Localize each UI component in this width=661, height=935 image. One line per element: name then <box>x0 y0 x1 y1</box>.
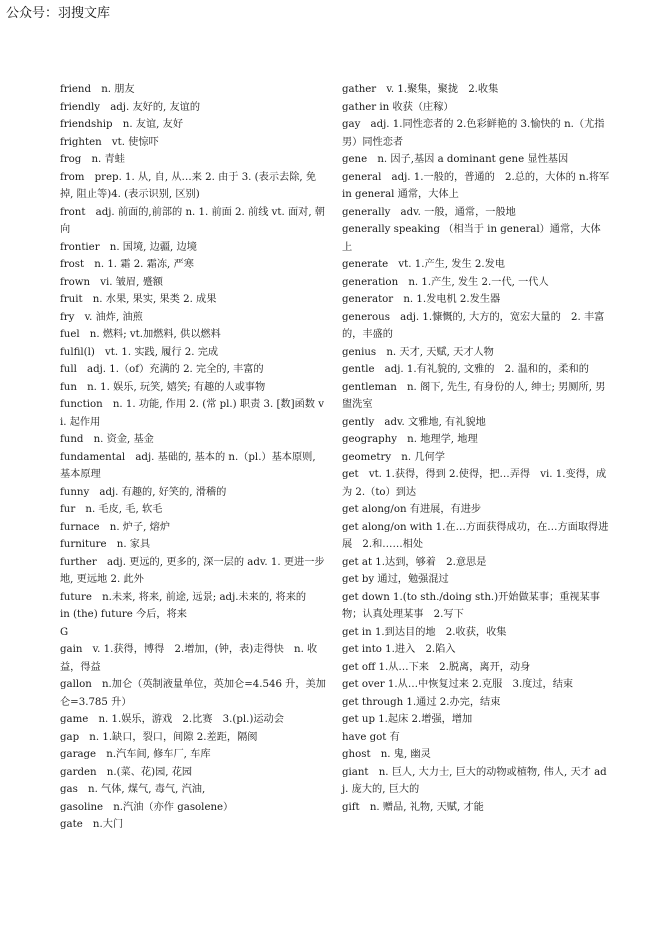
dictionary-entry: gently adv. 文雅地, 有礼貌地 <box>342 416 486 428</box>
dictionary-entry: front adj. 前面的,前部的 n. 1. 前面 2. 前线 vt. 面对, 朝向 <box>60 206 325 235</box>
dictionary-entry: garage n.汽车间, 修车厂, 车库 <box>60 749 211 760</box>
dictionary-entry: get up 1.起床 2.增强，增加 <box>342 714 473 725</box>
dictionary-entry: ghost n. 鬼, 幽灵 <box>342 749 431 760</box>
dictionary-entry: furniture n. 家具 <box>60 539 151 550</box>
dictionary-entry: get along/on 有进展，有进步 <box>342 504 482 515</box>
left-column <box>60 81 328 834</box>
dictionary-entry: fundamental adj. 基础的, 基本的 n.（pl.）基本原则, 基本原理 <box>60 451 316 480</box>
dictionary-entry: furnace n. 炉子, 熔炉 <box>60 521 171 533</box>
dictionary-entry: fur n. 毛皮, 毛, 软毛 <box>60 504 163 515</box>
dictionary-entry: full adj. 1.（of）充满的 2. 完全的, 丰富的 <box>60 364 264 375</box>
dictionary-entry: fun n. 1. 娱乐, 玩笑, 嬉笑; 有趣的人或事物 <box>60 381 266 393</box>
dictionary-entry: generator n. 1.发电机 2.发生器 <box>342 294 501 305</box>
dictionary-entry: gather v. 1.聚集，聚拢 2.收集 <box>342 84 499 95</box>
dictionary-entry: friendship n. 友谊, 友好 <box>60 119 184 130</box>
dictionary-entry: function n. 1. 功能, 作用 2. (常 pl.) 职责 3. [数]函数 vi. 起作用 <box>60 399 324 428</box>
dictionary-entry: fund n. 资金, 基金 <box>60 434 154 445</box>
dictionary-entry: gay adj. 1.同性恋者的 2.色彩鲜艳的 3.愉快的 n.（尤指男）同性恋者 <box>342 119 605 148</box>
dictionary-entry: frog n. 青蛙 <box>60 154 125 165</box>
dictionary-entry: get at 1.达到，够着 2.意思是 <box>342 556 487 568</box>
dictionary-entry: fuel n. 燃料; vt.加燃料, 供以燃料 <box>60 329 221 340</box>
dictionary-entry: further adj. 更远的, 更多的, 深一层的 adv. 1. 更进一步地, 更远地 2. 此外 <box>60 556 325 585</box>
dictionary-entry: generation n. 1.产生, 发生 2.一代, 一代人 <box>342 276 549 288</box>
dictionary-entry: in (the) future 今后，将来 <box>60 609 187 620</box>
dictionary-entry: have got 有 <box>342 731 400 743</box>
dictionary-entry: get by 通过，勉强混过 <box>342 574 449 585</box>
dictionary-entry: frost n. 1. 霜 2. 霜冻, 严寒 <box>60 259 194 270</box>
dictionary-entry: generate vt. 1.产生, 发生 2.发电 <box>342 259 505 270</box>
dictionary-entry: game n. 1.娱乐，游戏 2.比赛 3.(pl.)运动会 <box>60 714 284 725</box>
dictionary-entry: geometry n. 几何学 <box>342 451 445 463</box>
dictionary-entry: general adj. 1.一般的，普通的 2.总的，大体的 n.将军 <box>342 171 610 183</box>
dictionary-entry: future n.未来, 将来, 前途, 远景; adj.未来的, 将来的 <box>60 591 307 603</box>
dictionary-entry: fulfil(l) vt. 1. 实践, 履行 2. 完成 <box>60 346 219 358</box>
dictionary-entry: gene n. 因子,基因 a dominant gene 显性基因 <box>342 154 569 165</box>
dictionary-entry: friendly adj. 友好的, 友谊的 <box>60 101 201 113</box>
dictionary-entry: friend n. 朋友 <box>60 84 135 95</box>
dictionary-entry: get along/on with 1.在…方面获得成功，在…方面取得进展 2.和……相处 <box>342 521 609 550</box>
dictionary-entry: in general 通常，大体上 <box>342 189 459 200</box>
dictionary-entry: G <box>60 626 69 638</box>
dictionary-entry: generous adj. 1.慷慨的, 大方的，宽宏大量的 2. 丰富的，丰盛的 <box>342 311 605 340</box>
dictionary-entry: gentleman n. 阁下, 先生, 有身份的人, 绅士; 男厕所, 男盥洗室 <box>342 381 606 410</box>
dictionary-entry: frown vi. 皱眉, 蹙额 <box>60 276 163 288</box>
right-column <box>342 81 610 816</box>
dictionary-entry: gasoline n.汽油（亦作 gasolene） <box>60 801 234 813</box>
dictionary-entry: funny adj. 有趣的, 好笑的, 滑稽的 <box>60 486 227 498</box>
dictionary-entry: from prep. 1. 从, 自, 从…来 2. 由于 3. (表示去除, 免掉, 阻止等)4. (表示识别, 区别) <box>60 171 317 200</box>
dictionary-entry: get into 1.进入 2.陷入 <box>342 644 456 655</box>
page-header: 公众号：羽搜文库 <box>6 6 111 21</box>
dictionary-entry: gate n.大门 <box>60 819 124 830</box>
dictionary-entry: get vt. 1.获得，得到 2.使得，把…弄得 vi. 1.变得，成为 2.（to）到达 <box>342 469 607 498</box>
dictionary-entry: gallon n.加仑（英制液量单位，英加仑=4.546 升，美加仑=3.785 升） <box>60 679 326 708</box>
dictionary-entry: gas n. 气体, 煤气, 毒气, 汽油, <box>60 784 206 795</box>
dictionary-entry: gap n. 1.缺口，裂口，间隙 2.差距，隔阂 <box>60 731 258 743</box>
dictionary-entry: genius n. 天才, 天赋, 天才人物 <box>342 346 494 358</box>
dictionary-entry: gather in 收获（庄稼） <box>342 101 454 113</box>
dictionary-entry: frighten vt. 使惊吓 <box>60 136 159 148</box>
dictionary-entry: get in 1.到达目的地 2.收获，收集 <box>342 626 507 638</box>
dictionary-entry: get off 1.从…下来 2.脱离，离开，动身 <box>342 661 531 673</box>
dictionary-entry: giant n. 巨人, 大力士, 巨大的动物或植物, 伟人, 天才 adj. 庞大的, 巨大的 <box>342 766 607 795</box>
dictionary-entry: get through 1.通过 2.办完，结束 <box>342 696 501 708</box>
dictionary-entry: generally adv. 一般，通常，一般地 <box>342 206 516 218</box>
dictionary-entry: get down 1.(to sth./doing sth.)开始做某事；重视某事物；认真处理某事 2.写下 <box>342 591 600 620</box>
dictionary-entry: gentle adj. 1.有礼貌的, 文雅的 2. 温和的，柔和的 <box>342 364 589 375</box>
dictionary-entry: gain v. 1.获得，博得 2.增加，(钟，表)走得快 n. 收益，得益 <box>60 644 318 673</box>
dictionary-entry: gift n. 赠品, 礼物, 天赋, 才能 <box>342 801 484 813</box>
dictionary-entry: fry v. 油炸, 油煎 <box>60 311 143 323</box>
dictionary-entry: fruit n. 水果, 果实, 果类 2. 成果 <box>60 294 217 305</box>
dictionary-entry: frontier n. 国境, 边疆, 边境 <box>60 241 197 253</box>
dictionary-entry: garden n.(菜、花)园, 花园 <box>60 766 193 778</box>
dictionary-entry: generally speaking （相当于 in general）通常，大体上 <box>342 224 601 253</box>
dictionary-entry: get over 1.从…中恢复过来 2.克服 3.度过，结束 <box>342 679 574 690</box>
dictionary-entry: geography n. 地理学, 地理 <box>342 434 478 445</box>
